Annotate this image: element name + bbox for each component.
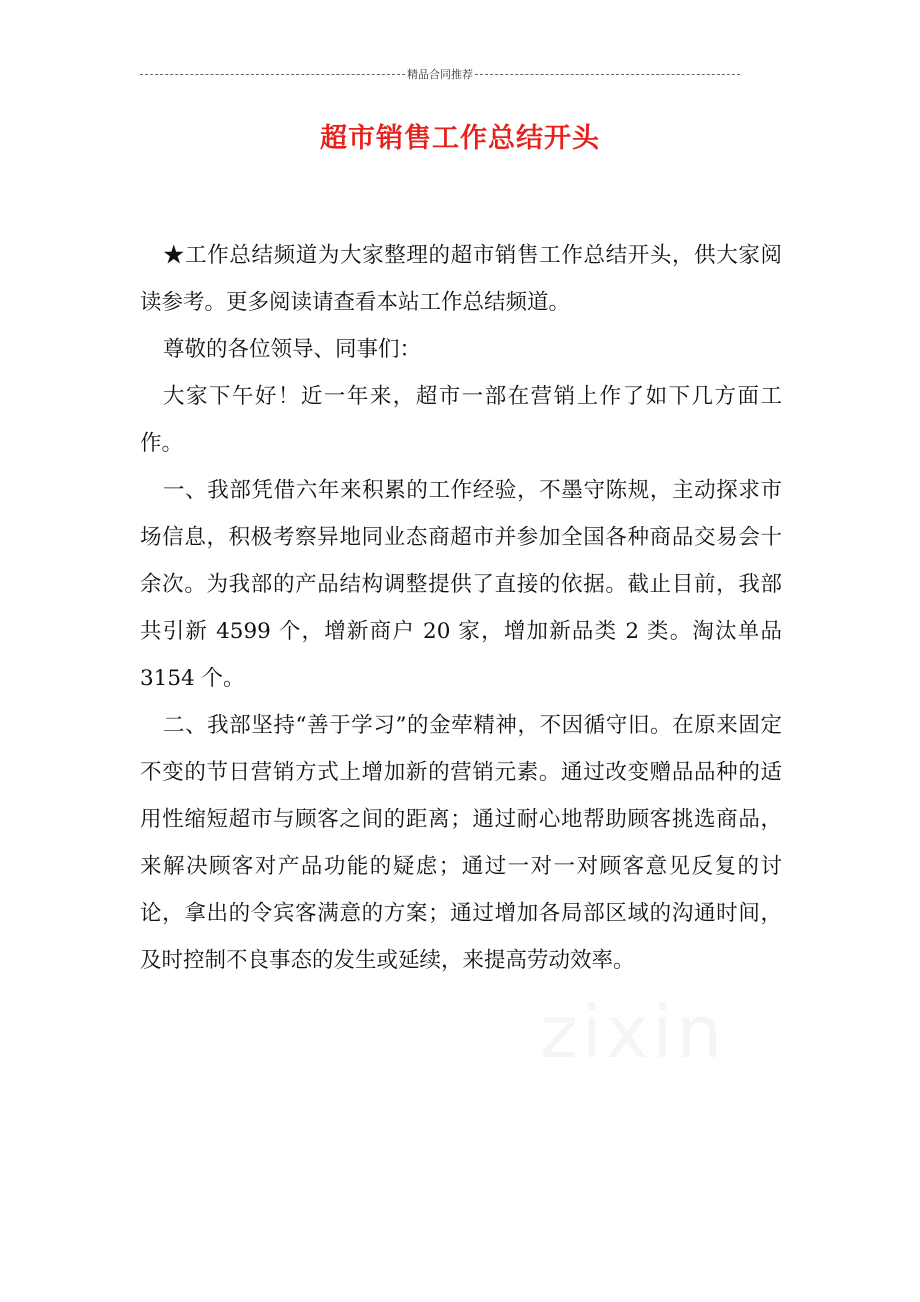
section-two-paragraph: 二、我部坚持“善于学习”的金荦精神，不因循守旧。在原来固定不变的节日营销方式上增加新的营销元素。通过改变赠品品种的适用性缩短超市与顾客之间的距离；通过耐心地帮助顾客挑选商品，来解决顾客对产品功能的疑虑；通过一对一对顾客意见反复的讨论，拿出的令宾客满意的方案；通过增加各局部区域的沟通时间，及时控制不良事态的发生或延续，来提高劳动效率。	[140, 713, 782, 973]
header-label: 精品合同推荐	[407, 68, 473, 81]
document-title: 超市销售工作总结开头	[320, 123, 600, 154]
header-dash-left	[140, 74, 405, 75]
greeting-paragraph: 大家下午好！近一年来，超市一部在营销上作了如下几方面工作。	[140, 384, 782, 456]
intro-paragraph: ★工作总结频道为大家整理的超市销售工作总结开头，供大家阅读参考。更多阅读请查看本站工作总结频道。	[140, 243, 782, 315]
salutation-paragraph: 尊敬的各位领导、同事们：	[163, 337, 422, 362]
watermark: zixin	[540, 990, 727, 1074]
header-divider	[140, 66, 740, 82]
document-body	[140, 232, 782, 984]
header-dash-right	[475, 74, 740, 75]
section-one-paragraph: 一、我部凭借六年来积累的工作经验，不墨守陈规，主动探求市场信息，积极考察异地同业态商超市并参加全国各种商品交易会十余次。为我部的产品结构调整提供了直接的依据。截止目前，我部共引新 4599 个，增新商户 20 家，增加新品类 2 类。淘汰单品 3154 个。	[140, 478, 782, 691]
